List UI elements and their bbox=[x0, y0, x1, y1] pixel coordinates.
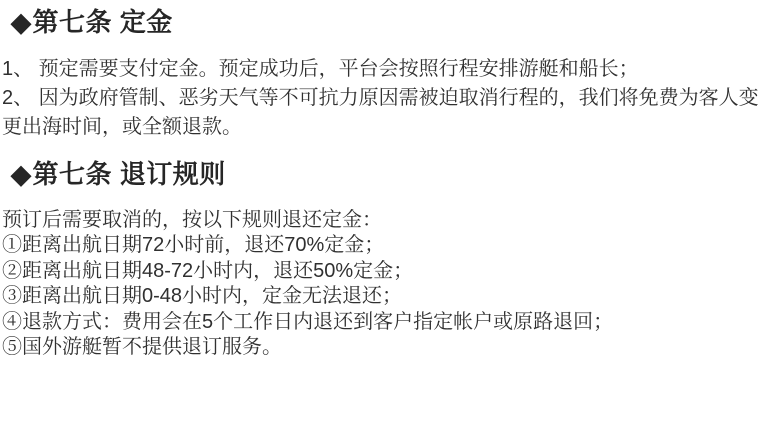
cancellation-rule-line-3: ③距离出航日期0-48小时内，定金无法退还； bbox=[2, 285, 403, 308]
cancellation-rule-line-1: ①距离出航日期72小时前，退还70%定金； bbox=[2, 234, 385, 257]
cancellation-rule-line-5: ⑤国外游艇暂不提供退订服务。 bbox=[2, 336, 282, 359]
cancellation-intro-line: 预订后需要取消的，按以下规则退还定金： bbox=[2, 209, 382, 231]
cancellation-rule-line-4: ④退款方式：费用会在5个工作日内退还到客户指定帐户或原路退回； bbox=[2, 310, 614, 333]
diamond-bullet-icon: ◆ bbox=[11, 7, 32, 37]
deposit-rule-line-1: 1、 预定需要支付定金。预定成功后，平台会按照行程安排游艇和船长； bbox=[2, 58, 639, 80]
cancellation-rule-line-2: ②距离出航日期48-72小时内，退还50%定金； bbox=[2, 259, 414, 282]
terms-document bbox=[0, 6, 770, 360]
diamond-bullet-icon: ◆ bbox=[11, 159, 32, 189]
cancellation-rules-list bbox=[2, 208, 760, 360]
section-heading-cancellation-text: 第七条 退订规则 bbox=[32, 159, 226, 189]
section-heading-deposit-text: 第七条 定金 bbox=[32, 7, 173, 37]
deposit-rule-line-2: 2、 因为政府管制、恶劣天气等不可抗力原因需被迫取消行程的，我们将免费为客人变更出海时间，或全额退款。 bbox=[2, 87, 759, 138]
section-heading-cancellation bbox=[2, 158, 760, 190]
deposit-rules-list bbox=[2, 55, 760, 142]
section-heading-deposit bbox=[2, 6, 760, 38]
